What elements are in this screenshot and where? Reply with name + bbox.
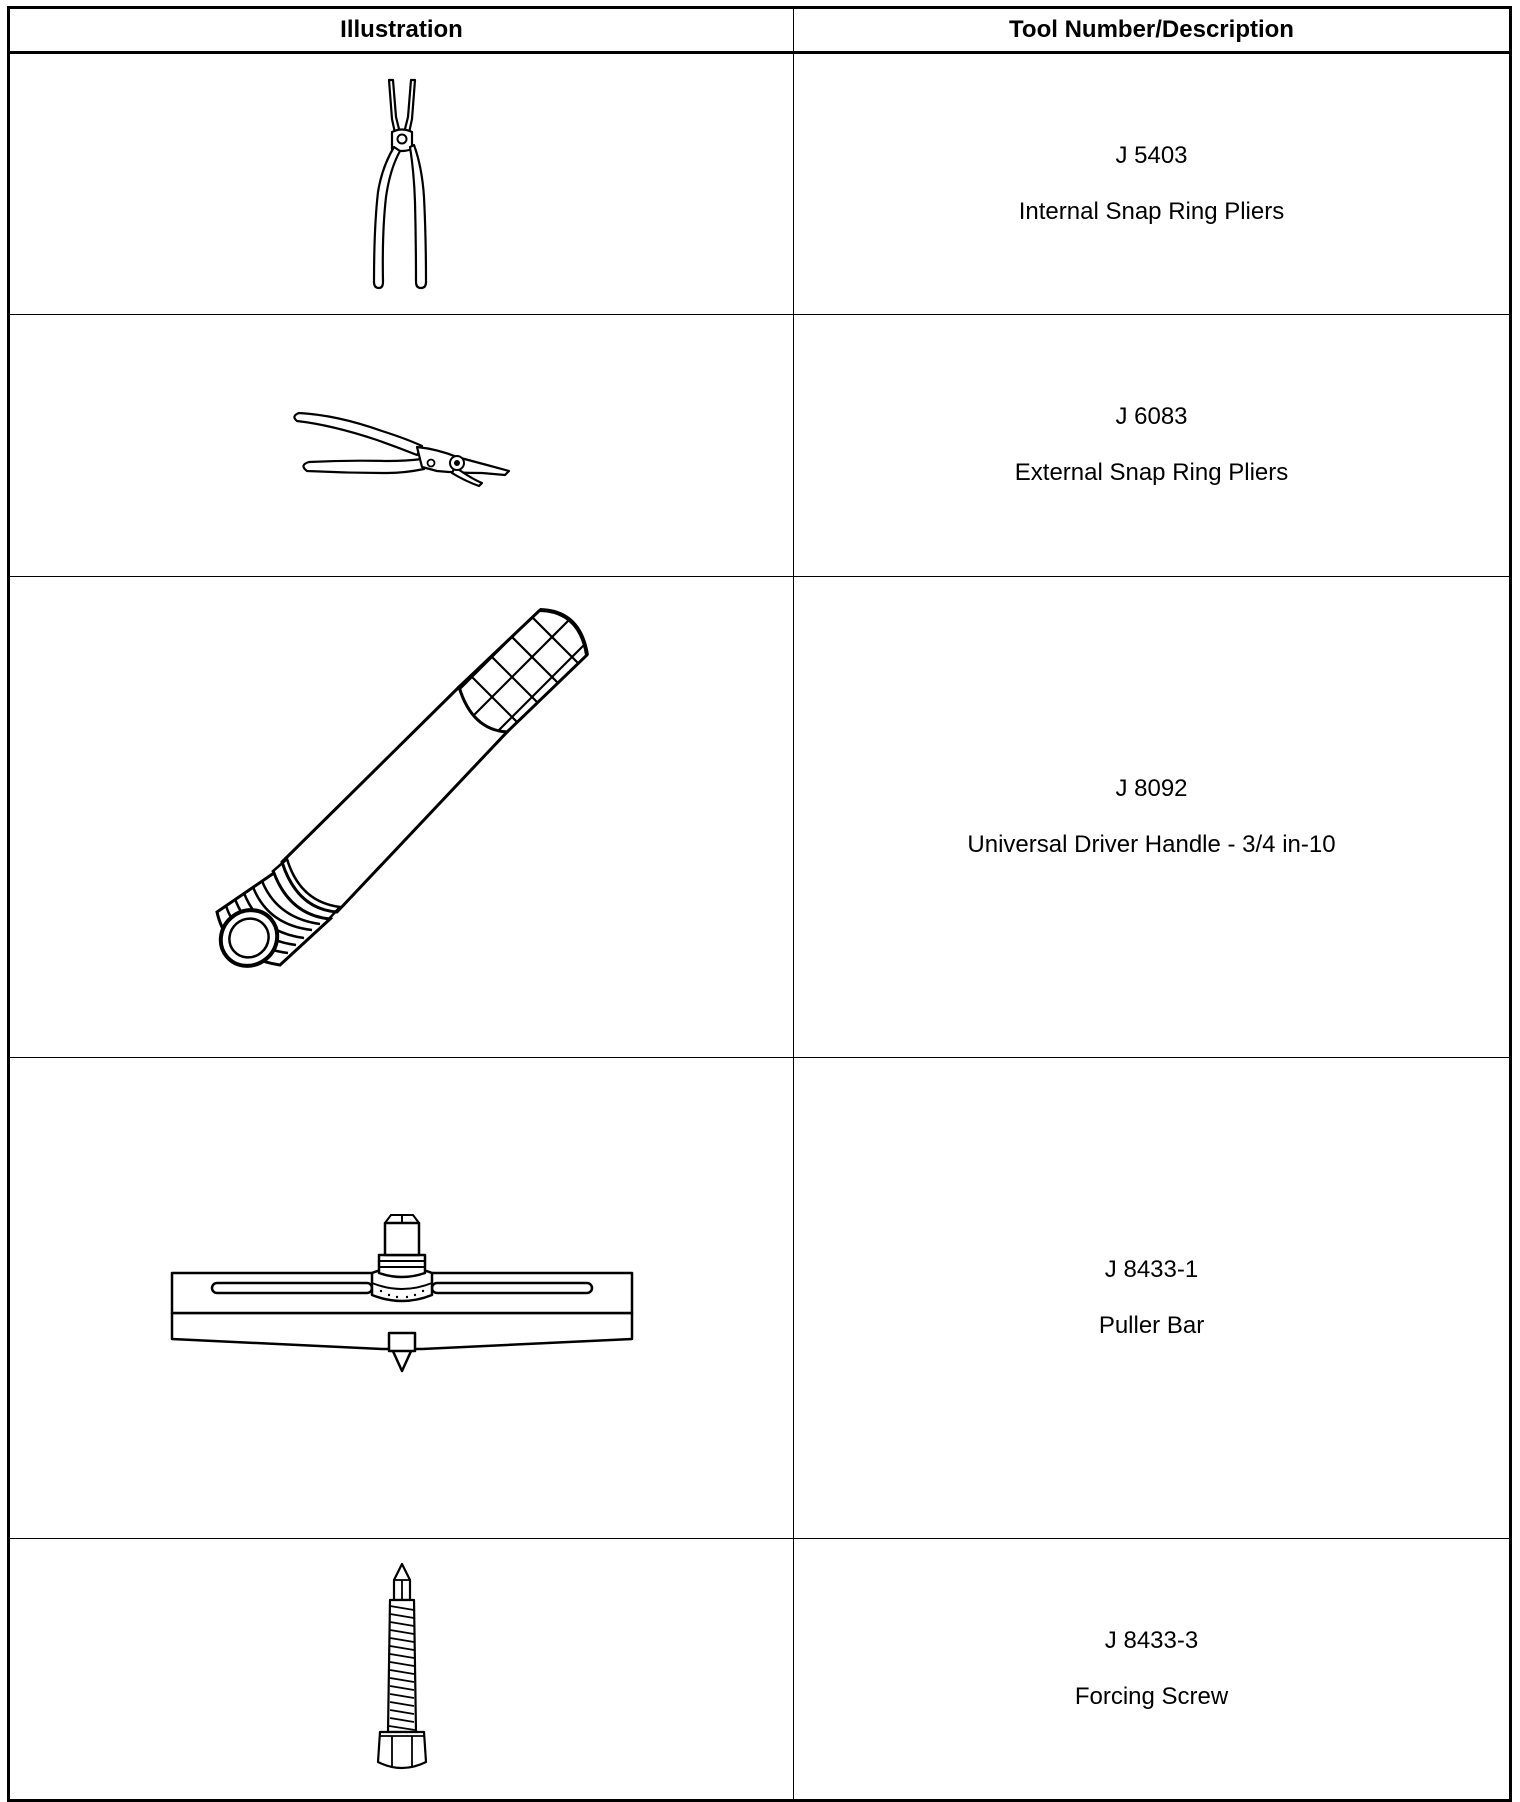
universal-driver-handle-icon — [182, 597, 622, 1037]
tool-description-cell — [794, 577, 1511, 1058]
tool-description-cell — [794, 1539, 1511, 1801]
table-row — [9, 315, 1511, 577]
illustration-cell — [9, 1539, 794, 1801]
tool-number: J 6083 — [1115, 403, 1188, 431]
forcing-screw-icon — [362, 1562, 442, 1777]
illustration-cell — [9, 53, 794, 315]
tool-description-header: Tool Number/Description — [794, 8, 1511, 53]
tool-description: Forcing Screw — [1074, 1682, 1229, 1710]
illustration-header: Illustration — [9, 8, 794, 53]
table-header-row — [9, 8, 1511, 53]
table-row — [9, 577, 1511, 1058]
tool-number: J 8433-1 — [1104, 1255, 1199, 1283]
tool-number: J 8433-3 — [1104, 1626, 1199, 1654]
tool-description-cell — [794, 1058, 1511, 1539]
illustration-cell — [9, 1058, 794, 1539]
tool-description: Universal Driver Handle - 3/4 in-10 — [967, 830, 1336, 858]
table-row — [9, 53, 1511, 315]
table-row — [9, 1539, 1511, 1801]
tools-table — [7, 6, 1512, 1802]
tool-number: J 5403 — [1115, 141, 1188, 169]
puller-bar-icon — [167, 1213, 637, 1383]
external-snap-ring-pliers-icon — [287, 391, 517, 501]
table-row — [9, 1058, 1511, 1539]
tool-description: Puller Bar — [1098, 1311, 1205, 1339]
tool-description-cell — [794, 315, 1511, 577]
tool-description: Internal Snap Ring Pliers — [1018, 197, 1285, 225]
tool-number: J 8092 — [1115, 774, 1188, 802]
tool-description: External Snap Ring Pliers — [1014, 459, 1289, 486]
illustration-cell — [9, 315, 794, 577]
tool-description-cell — [794, 53, 1511, 315]
illustration-cell — [9, 577, 794, 1058]
internal-snap-ring-pliers-icon — [352, 77, 452, 292]
